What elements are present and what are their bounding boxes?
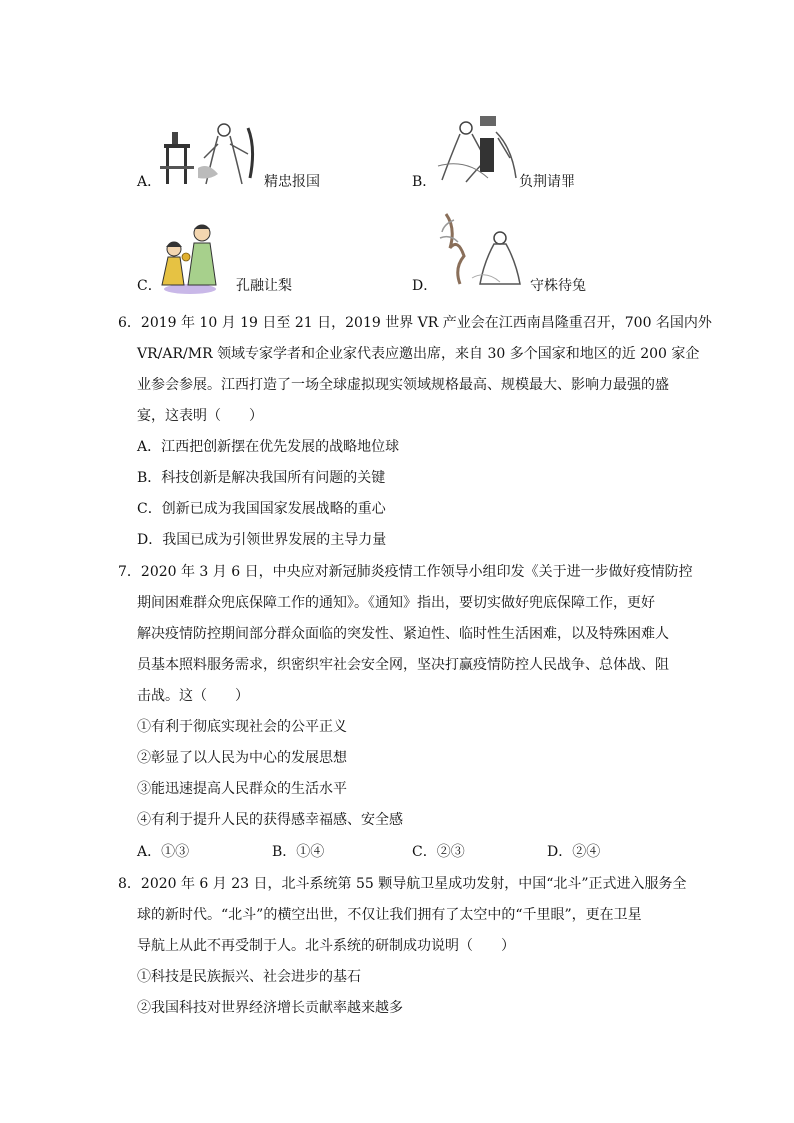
q7-stem-line: 期间困难群众兜底保障工作的通知》。《通知》指出，要切实做好兜底保障工作，更好 — [137, 595, 655, 611]
q7-statement: ②彰显了以人民为中心的发展思想 — [137, 750, 347, 766]
q6-stem-line: VR/AR/MR 领域专家学者和企业家代表应邀出席，来自 30 多个国家和地区的近 200 家企 — [137, 346, 700, 362]
q6-option-b[interactable]: B．科技创新是解决我国所有问题的关键 — [137, 470, 386, 486]
jingzhong-baoguo-illustration — [158, 118, 266, 190]
q8-statement: ①科技是民族振兴、社会进步的基石 — [137, 969, 361, 985]
q8-statement: ②我国科技对世界经济增长贡献率越来越多 — [137, 1000, 403, 1016]
q7-stem-line: 解决疫情防控期间部分群众面临的突发性、紧迫性、临时性生活困难，以及特殊困难人 — [137, 626, 669, 642]
option-b-letter: B． — [412, 174, 437, 190]
q6-option-c[interactable]: C．创新已成为我国国家发展战略的重心 — [137, 501, 386, 517]
kongrong-rangli-illustration — [158, 217, 222, 295]
q7-statement: ③能迅速提高人民群众的生活水平 — [137, 781, 347, 797]
option-a-letter: A． — [137, 174, 162, 190]
q7-choice-d[interactable]: D．②④ — [547, 844, 601, 860]
q7-choice-c[interactable]: C．②③ — [412, 844, 465, 860]
option-a-caption: 精忠报国 — [264, 174, 320, 190]
q6-option-a[interactable]: A．江西把创新摆在优先发展的战略地位球 — [137, 439, 400, 455]
option-c-letter: C． — [137, 278, 162, 294]
q7-statement: ①有利于彻底实现社会的公平正义 — [137, 719, 347, 735]
q8-stem-line: 8．2020 年 6 月 23 日，北斗系统第 55 颗导航卫星成功发射，中国“北斗”正式进入服务全 — [118, 876, 687, 892]
option-d-caption: 守株待兔 — [530, 278, 586, 294]
q7-statement: ④有利于提升人民的获得感幸福感、安全感 — [137, 812, 403, 828]
option-d-letter: D． — [412, 278, 438, 294]
q7-choice-b[interactable]: B．①④ — [272, 844, 325, 860]
option-c-caption: 孔融让梨 — [236, 278, 292, 294]
q8-stem-line: 导航上从此不再受制于人。北斗系统的研制成功说明（ ） — [137, 938, 515, 954]
q7-stem-line: 击战。这（ ） — [137, 688, 249, 704]
q7-choice-a[interactable]: A．①③ — [137, 844, 190, 860]
q6-option-d[interactable]: D．我国已成为引领世界发展的主导力量 — [137, 532, 387, 548]
fujing-qingzui-illustration — [436, 108, 520, 190]
q8-stem-line: 球的新时代。“北斗”的横空出世，不仅让我们拥有了太空中的“千里眼”，更在卫星 — [137, 907, 642, 923]
shouzhu-daitu-illustration — [436, 208, 528, 290]
q6-stem-line: 6．2019 年 10 月 19 日至 21 日，2019 世界 VR 产业会在江西南昌隆重召开，700 名国内外 — [118, 315, 712, 331]
q6-stem-line: 业参会参展。江西打造了一场全球虚拟现实领域规格最高、规模最大、影响力最强的盛 — [137, 377, 669, 393]
q6-stem-line: 宴，这表明（ ） — [137, 408, 263, 424]
q7-stem-line: 员基本照料服务需求，织密织牢社会安全网，坚决打赢疫情防控人民战争、总体战、阻 — [137, 657, 669, 673]
option-b-caption: 负荆请罪 — [519, 174, 575, 190]
q7-stem-line: 7．2020 年 3 月 6 日，中央应对新冠肺炎疫情工作领导小组印发《关于进一步做好疫情防控 — [118, 564, 693, 580]
